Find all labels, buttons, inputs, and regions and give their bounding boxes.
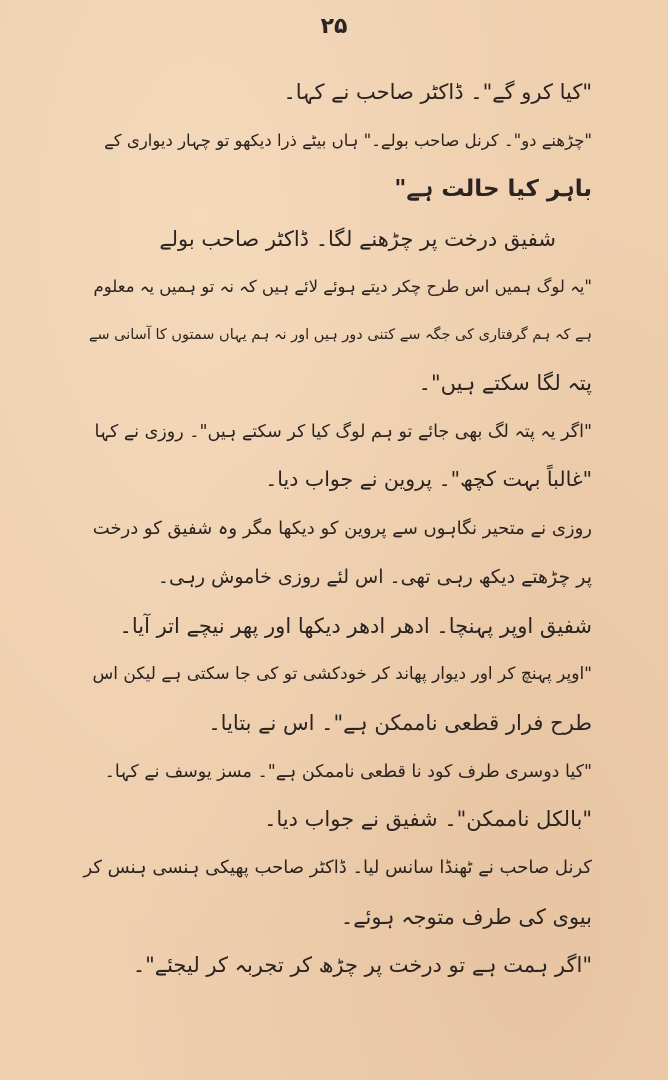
text-line-4: شفیق درخت پر چڑھنے لگا۔ ڈاکٹر صاحب بولے xyxy=(159,227,556,251)
text-line-16: "بالکل ناممکن"۔ شفیق نے جواب دیا۔ xyxy=(264,807,592,831)
text-line-17: کرنل صاحب نے ٹھنڈا سانس لیا۔ ڈاکٹر صاحب پھیکی ہنسی ہنس کر xyxy=(83,857,592,878)
page-number: ۲۵ xyxy=(320,14,348,39)
text-line-3: باہر کیا حالت ہے" xyxy=(394,176,592,202)
text-line-11: پر چڑھتے دیکھ رہی تھی۔ اس لئے روزی خاموش رہی۔ xyxy=(157,566,592,588)
text-line-7: پتہ لگا سکتے ہیں"۔ xyxy=(418,371,592,395)
text-line-1: "کیا کرو گے"۔ ڈاکٹر صاحب نے کہا۔ xyxy=(283,80,592,104)
text-line-12: شفیق اوپر پہنچا۔ ادھر ادھر دیکھا اور پھر نیچے اتر آیا۔ xyxy=(119,614,592,638)
text-line-2: "چڑھنے دو"۔ کرنل صاحب بولے۔" ہاں بیٹے ذرا دیکھو تو چہار دیواری کے xyxy=(104,131,592,150)
text-line-15: "کیا دوسری طرف کود نا قطعی ناممکن ہے"۔ مسز یوسف نے کہا۔ xyxy=(104,762,592,782)
text-line-8: "اگر یہ پتہ لگ بھی جائے تو ہم لوگ کیا کر سکتے ہیں"۔ روزی نے کہا xyxy=(94,422,592,442)
text-line-19: "اگر ہمت ہے تو درخت پر چڑھ کر تجربہ کر لیجئے"۔ xyxy=(132,953,592,977)
text-line-18: بیوی کی طرف متوجہ ہوئے۔ xyxy=(340,905,592,929)
text-line-9: "غالباً بہت کچھ"۔ پروین نے جواب دیا۔ xyxy=(265,467,592,491)
text-line-10: روزی نے متحیر نگاہوں سے پروین کو دیکھا مگر وہ شفیق کو درخت xyxy=(92,518,592,539)
text-line-13: "اوپر پہنچ کر اور دیوار پھاند کر خودکشی تو کی جا سکتی ہے لیکن اس xyxy=(92,664,592,684)
text-line-5: "یہ لوگ ہمیں اس طرح چکر دیتے ہوئے لائے ہیں کہ نہ تو ہمیں یہ معلوم xyxy=(93,277,592,296)
text-line-6: ہے کہ ہم گرفتاری کی جگہ سے کتنی دور ہیں اور نہ ہم یہاں سمتوں کا آسانی سے xyxy=(88,327,592,343)
text-line-14: طرح فرار قطعی ناممکن ہے"۔ اس نے بتایا۔ xyxy=(208,711,592,735)
